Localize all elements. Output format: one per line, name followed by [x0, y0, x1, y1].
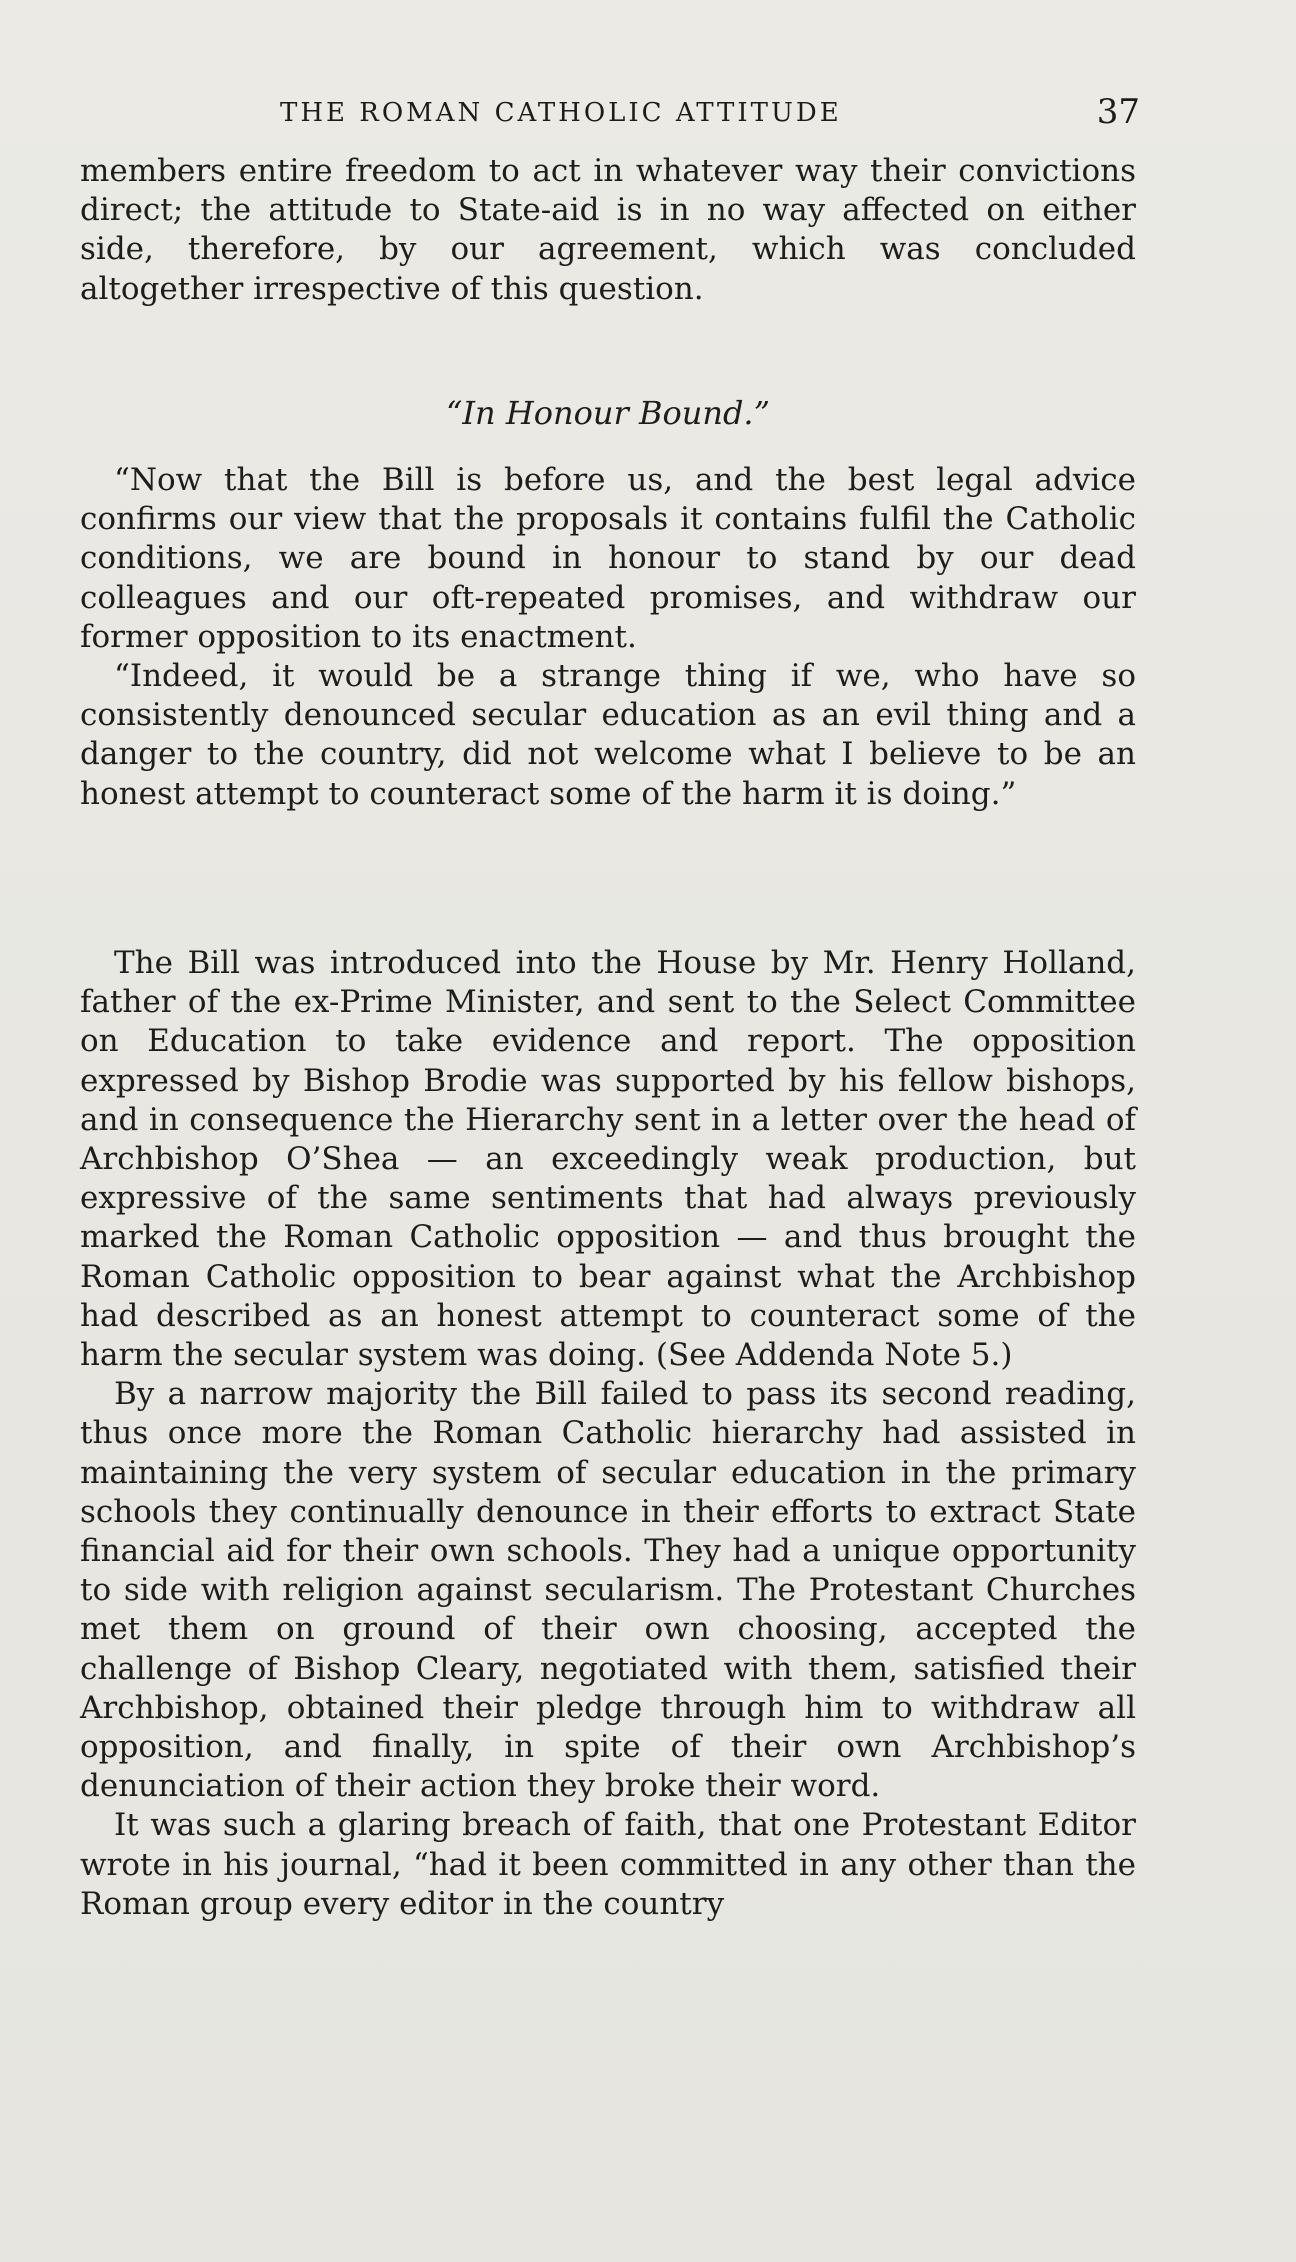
body-paragraph: The Bill was introduced into the House by Mr. Henry Holland, father of the ex-Prime Minister, and sent to the Select Committee on Education to take evidence and report. The opposition expressed by Bishop Brodie was supported by his fellow bishops, and in consequence the Hierarchy sent in a letter over the head of Archbishop O’Shea — an exceedingly weak production, but expressive of the same sentiments that had always previously marked the Roman Catholic opposition — and thus brought the Roman Catholic opposition to bear against what the Archbishop had described as an honest attempt to counteract some of the harm the secular system was doing. (See Addenda Note 5.): [80, 945, 1136, 1374]
quote-paragraph: “Indeed, it would be a strange thing if we, who have so consistently denounced secular education as an evil thing and a danger to the country, did not welcome what I believe to be an honest attempt to counteract some of the harm it is doing.”: [80, 658, 1136, 812]
running-head: [80, 92, 1140, 134]
intro-block: [80, 152, 1136, 309]
quoted-section: [80, 461, 1136, 814]
intro-paragraph: members entire freedom to act in whatever way their convictions direct; the attitude to State-aid is in no way affected on either side, therefore, by our agreement, which was concluded altogether irrespective of this question.: [80, 153, 1136, 307]
quote-paragraph: “Now that the Bill is before us, and the best legal advice confirms our view that the proposals it contains fulfil the Catholic conditions, we are bound in honour to stand by our dead colleagues and our oft-repeated promises, and withdraw our former opposition to its enactment.: [80, 462, 1136, 655]
page-number: 37: [1096, 92, 1140, 132]
body-paragraph: By a narrow majority the Bill failed to pass its second reading, thus once more the Roman Catholic hierarchy had assisted in maintaining the very system of secular education in the primary schools they continually denounce in their efforts to extract State financial aid for their own schools. They had a unique opportunity to side with religion against secularism. The Protestant Churches met them on ground of their own choosing, accepted the challenge of Bishop Cleary, negotiated with them, satisfied their Archbishop, obtained their pledge through him to withdraw all opposition, and finally, in spite of their own Archbishop’s denunciation of their action they broke their word.: [80, 1376, 1136, 1805]
section-heading: “In Honour Bound.”: [446, 394, 770, 432]
body-paragraph: It was such a glaring breach of faith, that one Protestant Editor wrote in his journal, “had it been committed in any other than the Roman group every editor in the country: [80, 1807, 1136, 1922]
body-section: [80, 944, 1136, 1924]
running-title: THE ROMAN CATHOLIC ATTITUDE: [280, 98, 842, 128]
